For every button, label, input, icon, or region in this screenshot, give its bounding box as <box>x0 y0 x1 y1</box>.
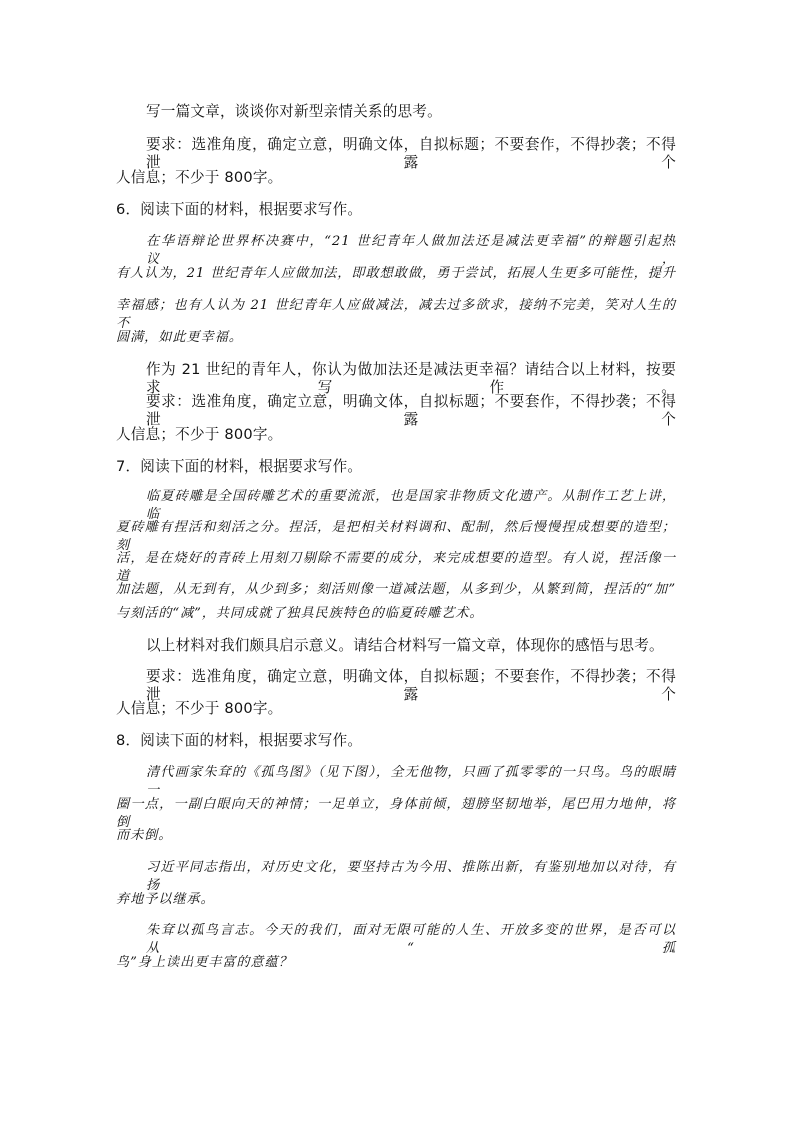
requirement-line-2: 人信息；不少于 800字。 <box>116 169 283 186</box>
question-6-material-line: 在华语辩论世界杯决赛中，“21 世纪青年人做加法还是减法更幸福”的辩题引起热议， <box>146 234 676 267</box>
question-6-material-line: 圆满，如此更幸福。 <box>116 330 243 345</box>
question-7-material-line: 与刻活的“减”，共同成就了独具民族特色的临夏砖雕艺术。 <box>116 606 484 621</box>
question-7-requirement-2: 人信息；不少于 800字。 <box>116 700 283 717</box>
intro-line: 写一篇文章，谈谈你对新型亲情关系的思考。 <box>146 103 442 120</box>
question-8-material-line: 习近平同志指出，对历史文化，要坚持古为今用、推陈出新，有鉴别地加以对待，有扬 <box>146 860 676 893</box>
question-6-material-line: 幸福感；也有人认为 21 世纪青年人应做减法，减去过多欲求，接纳不完美，笑对人生的不 <box>116 298 676 331</box>
requirement-line-1: 要求：选准角度，确定立意，明确文体，自拟标题；不要套作，不得抄袭；不得泄露个 <box>146 136 676 171</box>
question-6-prompt: 作为 21 世纪的青年人，你认为做加法还是减法更幸福？请结合以上材料，按要求写作。 <box>146 361 676 396</box>
question-8-title: 8．阅读下面的材料，根据要求写作。 <box>116 732 363 749</box>
question-7-material-line: 夏砖雕有捏活和刻活之分。捏活，是把相关材料调和、配制，然后慢慢捏成想要的造型；刻 <box>116 520 676 553</box>
question-6-material-line: 有人认为，21 世纪青年人应做加法，即敢想敢做，勇于尝试，拓展人生更多可能性，提升 <box>116 266 676 281</box>
question-7-title: 7．阅读下面的材料，根据要求写作。 <box>116 458 363 475</box>
question-8-material-line: 朱耷以孤鸟言志。今天的我们，面对无限可能的人生、开放多变的世界，是否可以从“孤 <box>146 923 676 956</box>
question-8-material-line: 圈一点，一副白眼向天的神情；一足单立，身体前倾，翅膀坚韧地举，尾巴用力地伸，将倒 <box>116 797 676 830</box>
question-8-material-line: 鸟”身上读出更丰富的意蕴？ <box>116 955 293 970</box>
question-7-material-line: 加法题，从无到有，从少到多；刻活则像一道减法题，从多到少，从繁到简，捏活的“加” <box>116 582 676 597</box>
question-6-requirement-2: 人信息；不少于 800字。 <box>116 426 283 443</box>
question-6-title: 6．阅读下面的材料，根据要求写作。 <box>116 201 363 218</box>
question-7-material-line: 临夏砖雕是全国砖雕艺术的重要流派，也是国家非物质文化遗产。从制作工艺上讲，临 <box>146 489 676 522</box>
question-7-material-line: 活，是在烧好的青砖上用刻刀剔除不需要的成分，来完成想要的造型。有人说，捏活像一道 <box>116 551 676 584</box>
question-7-prompt: 以上材料对我们颇具启示意义。请结合材料写一篇文章，体现你的感悟与思考。 <box>146 637 664 654</box>
question-8-material-line: 弃地予以继承。 <box>116 892 215 907</box>
question-8-material-line: 清代画家朱耷的《孤鸟图》（见下图），全无他物，只画了孤零零的一只鸟。鸟的眼睛一 <box>146 765 676 798</box>
question-8-material-line: 而未倒。 <box>116 828 173 843</box>
question-6-requirement-1: 要求：选准角度，确定立意，明确文体，自拟标题；不要套作，不得抄袭；不得泄露个 <box>146 393 676 428</box>
question-7-requirement-1: 要求：选准角度，确定立意，明确文体，自拟标题；不要套作，不得抄袭；不得泄露个 <box>146 668 676 703</box>
